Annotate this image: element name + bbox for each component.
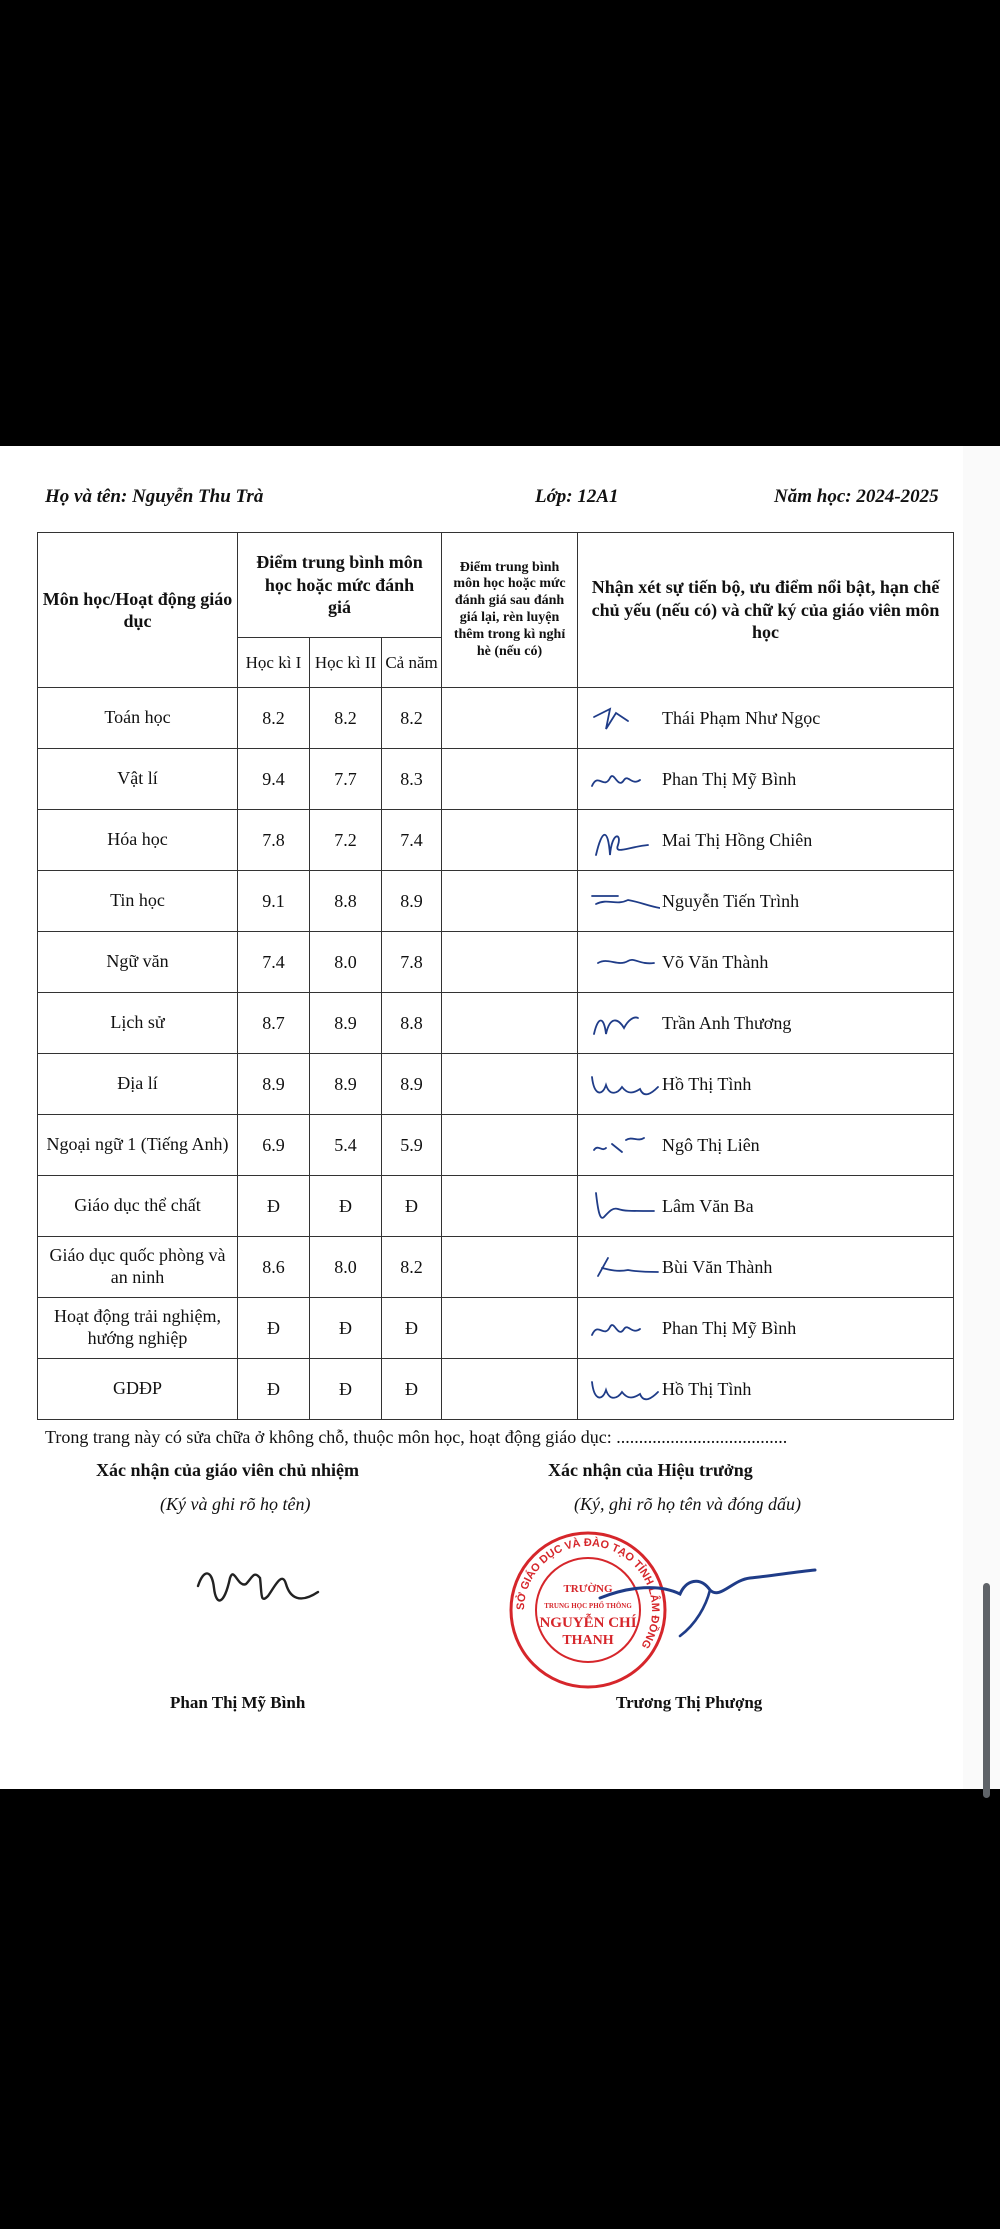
table-row xyxy=(38,1237,954,1298)
teacher-signature xyxy=(588,1248,660,1286)
teacher-comment-cell xyxy=(578,932,954,993)
header-term1: Học kì I xyxy=(238,638,310,688)
table-row xyxy=(38,810,954,871)
stamp-line2: TRUNG HỌC PHỔ THÔNG xyxy=(544,1602,632,1610)
teacher-name: Phan Thị Mỹ Bình xyxy=(662,768,797,789)
full-year-score: 8.2 xyxy=(382,688,442,749)
homeroom-confirm-note: (Ký và ghi rõ họ tên) xyxy=(160,1494,311,1514)
table-row xyxy=(38,1359,954,1420)
retake-score xyxy=(442,1237,578,1298)
term2-score: 8.8 xyxy=(310,871,382,932)
stamp-line4: THANH xyxy=(562,1633,614,1648)
teacher-name: Phan Thị Mỹ Bình xyxy=(662,1317,797,1338)
teacher-name: Ngô Thị Liên xyxy=(662,1134,760,1155)
teacher-name: Hồ Thị Tình xyxy=(662,1073,752,1094)
teacher-comment-cell xyxy=(578,1054,954,1115)
term2-score: Đ xyxy=(310,1359,382,1420)
subject-cell: Ngữ văn xyxy=(38,932,238,993)
full-year-score: 8.9 xyxy=(382,1054,442,1115)
full-year-score: Đ xyxy=(382,1298,442,1359)
full-year-score: Đ xyxy=(382,1176,442,1237)
term2-score: Đ xyxy=(310,1298,382,1359)
teacher-signature xyxy=(588,1004,660,1042)
grades-table xyxy=(37,532,954,1420)
teacher-comment-cell xyxy=(578,993,954,1054)
term2-score: Đ xyxy=(310,1176,382,1237)
principal-signature xyxy=(560,1550,820,1640)
retake-score xyxy=(442,993,578,1054)
teacher-name: Bùi Văn Thành xyxy=(662,1256,773,1277)
term2-score: 7.7 xyxy=(310,749,382,810)
retake-score xyxy=(442,688,578,749)
teacher-signature xyxy=(588,882,660,920)
table-row xyxy=(38,749,954,810)
retake-score xyxy=(442,1176,578,1237)
subject-cell: Hoạt động trải nghiệm, hướng nghiệp xyxy=(38,1298,238,1359)
teacher-comment-cell xyxy=(578,1237,954,1298)
term1-score: 8.7 xyxy=(238,993,310,1054)
retake-score xyxy=(442,1359,578,1420)
subject-cell: Giáo dục quốc phòng và an ninh xyxy=(38,1237,238,1298)
teacher-signature xyxy=(588,943,660,981)
principal-confirm-title: Xác nhận của Hiệu trưởng xyxy=(548,1460,753,1480)
homeroom-signature xyxy=(190,1548,340,1618)
term1-score: Đ xyxy=(238,1298,310,1359)
full-year-score: 7.8 xyxy=(382,932,442,993)
subject-cell: Giáo dục thể chất xyxy=(38,1176,238,1237)
teacher-name: Lâm Văn Ba xyxy=(662,1195,754,1216)
term1-score: 9.4 xyxy=(238,749,310,810)
retake-score xyxy=(442,871,578,932)
term2-score: 8.0 xyxy=(310,1237,382,1298)
term1-score: 6.9 xyxy=(238,1115,310,1176)
term2-score: 8.2 xyxy=(310,688,382,749)
full-year-score: 8.2 xyxy=(382,1237,442,1298)
teacher-name: Nguyễn Tiến Trình xyxy=(662,890,800,911)
retake-score xyxy=(442,1054,578,1115)
retake-score xyxy=(442,810,578,871)
teacher-comment-cell xyxy=(578,871,954,932)
teacher-name: Hồ Thị Tình xyxy=(662,1378,752,1399)
homeroom-teacher-name: Phan Thị Mỹ Bình xyxy=(170,1693,306,1712)
subject-cell: Lịch sử xyxy=(38,993,238,1054)
homeroom-confirm-title: Xác nhận của giáo viên chủ nhiệm xyxy=(96,1460,360,1480)
term1-score: 9.1 xyxy=(238,871,310,932)
teacher-signature xyxy=(588,1187,660,1225)
retake-score xyxy=(442,932,578,993)
table-row xyxy=(38,1176,954,1237)
header-term2: Học kì II xyxy=(310,638,382,688)
subject-cell: GDĐP xyxy=(38,1359,238,1420)
teacher-comment-cell xyxy=(578,1298,954,1359)
correction-note: Trong trang này có sửa chữa ở không chỗ, thuộc môn học, hoạt động giáo dục: ...................................... xyxy=(45,1427,788,1447)
teacher-comment-cell xyxy=(578,1359,954,1420)
teacher-name: Trần Anh Thương xyxy=(662,1012,792,1033)
term1-score: 8.6 xyxy=(238,1237,310,1298)
teacher-comment-cell xyxy=(578,810,954,871)
principal-confirm-note: (Ký, ghi rõ họ tên và đóng dấu) xyxy=(574,1494,801,1514)
class-label: Lớp: 12A1 xyxy=(535,486,619,507)
principal-name: Trương Thị Phượng xyxy=(616,1693,763,1712)
header-average: Điểm trung bình môn học hoặc mức đánh giá xyxy=(238,533,442,638)
table-row xyxy=(38,1298,954,1359)
retake-score xyxy=(442,749,578,810)
stamp-line1: TRƯỜNG xyxy=(563,1583,613,1595)
retake-score xyxy=(442,1298,578,1359)
full-year-score: 8.8 xyxy=(382,993,442,1054)
teacher-signature xyxy=(588,821,660,859)
full-year-score: 8.3 xyxy=(382,749,442,810)
teacher-name: Thái Phạm Như Ngọc xyxy=(662,707,821,728)
full-year-score: 5.9 xyxy=(382,1115,442,1176)
teacher-comment-cell xyxy=(578,1176,954,1237)
term1-score: Đ xyxy=(238,1176,310,1237)
teacher-name: Mai Thị Hồng Chiên xyxy=(662,829,813,850)
table-row xyxy=(38,1115,954,1176)
subject-cell: Hóa học xyxy=(38,810,238,871)
term1-score: 7.8 xyxy=(238,810,310,871)
term2-score: 7.2 xyxy=(310,810,382,871)
retake-score xyxy=(442,1115,578,1176)
teacher-signature xyxy=(588,760,660,798)
teacher-signature xyxy=(588,1065,660,1103)
term1-score: 8.9 xyxy=(238,1054,310,1115)
term2-score: 5.4 xyxy=(310,1115,382,1176)
header-comment: Nhận xét sự tiến bộ, ưu điểm nổi bật, hạn chế chủ yếu (nếu có) và chữ ký của giáo viên môn học xyxy=(578,533,954,688)
term1-score: 7.4 xyxy=(238,932,310,993)
table-row xyxy=(38,1054,954,1115)
teacher-comment-cell xyxy=(578,1115,954,1176)
header-subject: Môn học/Hoạt động giáo dục xyxy=(38,533,238,688)
table-row xyxy=(38,871,954,932)
teacher-name: Võ Văn Thành xyxy=(662,951,769,972)
full-year-score: 8.9 xyxy=(382,871,442,932)
table-row xyxy=(38,688,954,749)
scroll-track xyxy=(963,446,1000,1789)
teacher-signature xyxy=(588,699,660,737)
teacher-comment-cell xyxy=(578,688,954,749)
stamp-outer-text: SỞ GIÁO DỤC VÀ ĐÀO TẠO TỈNH LÂM ĐỒNG xyxy=(514,1536,662,1651)
student-name: Họ và tên: Nguyễn Thu Trà xyxy=(45,486,264,507)
subject-cell: Tin học xyxy=(38,871,238,932)
teacher-comment-cell xyxy=(578,749,954,810)
table-row xyxy=(38,932,954,993)
full-year-score: 7.4 xyxy=(382,810,442,871)
scrollbar[interactable] xyxy=(983,1583,990,1798)
subject-cell: Địa lí xyxy=(38,1054,238,1115)
term2-score: 8.9 xyxy=(310,993,382,1054)
teacher-signature xyxy=(588,1370,660,1408)
full-year-score: Đ xyxy=(382,1359,442,1420)
subject-cell: Toán học xyxy=(38,688,238,749)
table-row xyxy=(38,993,954,1054)
term1-score: 8.2 xyxy=(238,688,310,749)
header-retake: Điểm trung bình môn học hoặc mức đánh giá sau đánh giá lại, rèn luyện thêm trong kì nghỉ hè (nếu có) xyxy=(442,533,578,688)
term2-score: 8.0 xyxy=(310,932,382,993)
term1-score: Đ xyxy=(238,1359,310,1420)
header-full-year: Cả năm xyxy=(382,638,442,688)
subject-cell: Ngoại ngữ 1 (Tiếng Anh) xyxy=(38,1115,238,1176)
school-year: Năm học: 2024-2025 xyxy=(774,486,939,507)
subject-cell: Vật lí xyxy=(38,749,238,810)
stamp-line3: NGUYỄN CHÍ xyxy=(539,1615,637,1631)
teacher-signature xyxy=(588,1126,660,1164)
teacher-signature xyxy=(588,1309,660,1347)
term2-score: 8.9 xyxy=(310,1054,382,1115)
